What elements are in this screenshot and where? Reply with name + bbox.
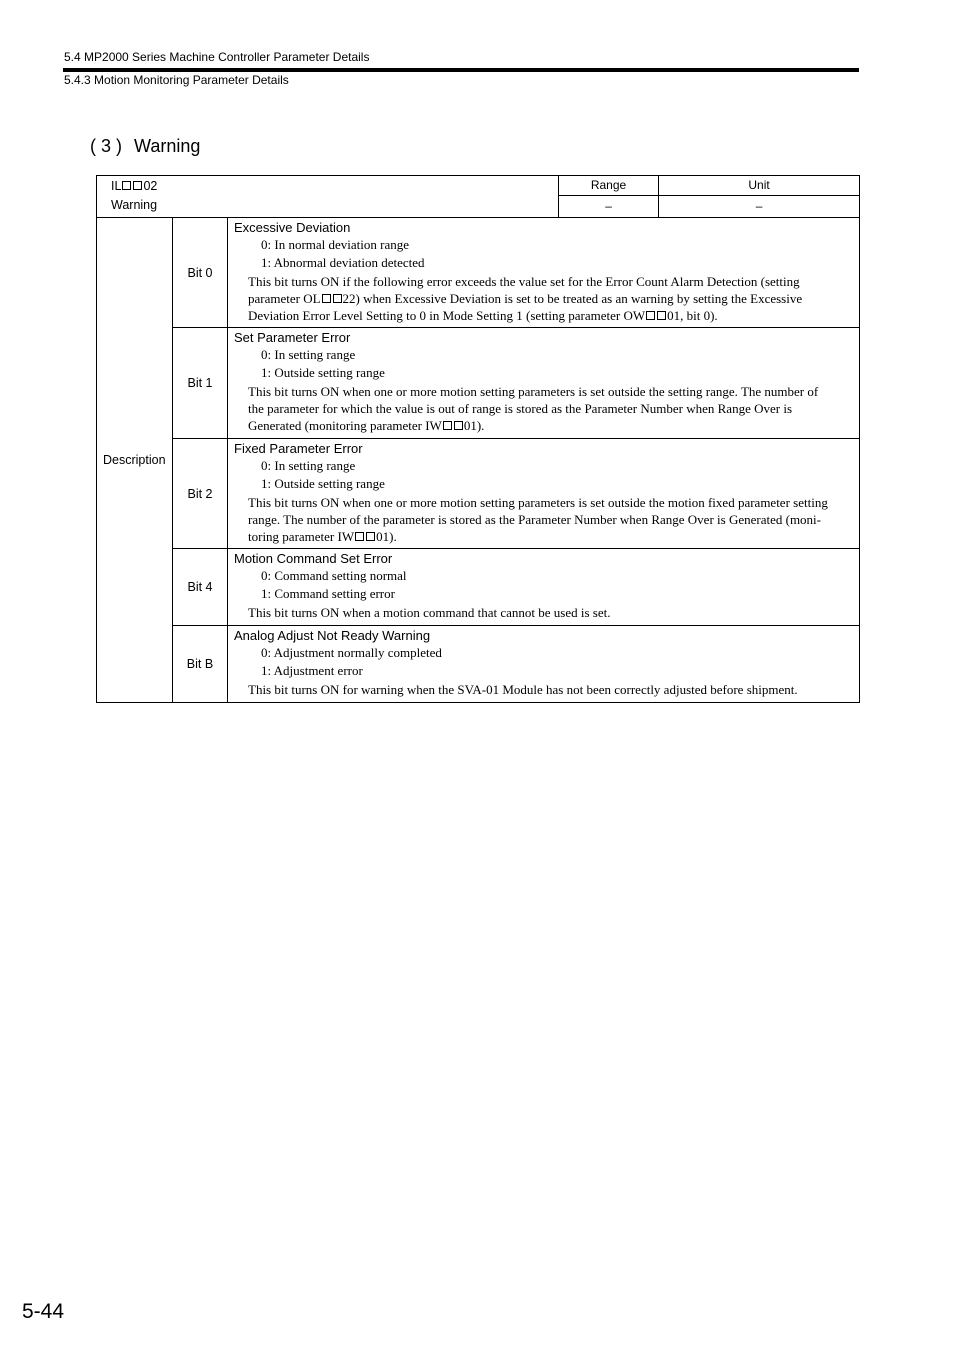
placeholder-box-icon [355, 532, 364, 541]
page-number: 5-44 [22, 1300, 65, 1323]
bit-option-1: 1: Adjustment error [261, 663, 363, 678]
bit-description [228, 439, 860, 549]
bit-title: Set Parameter Error [234, 330, 351, 345]
explanation-line: Deviation Error Level Setting to 0 in Mode Setting 1 (setting parameter OW 01, bit 0). [248, 308, 718, 323]
explanation-line: This bit turns ON for warning when the SVA-01 Module has not been correctly adjusted before shipment. [248, 682, 798, 697]
explanation-line: This bit turns ON when a motion command that cannot be used is set. [248, 605, 611, 620]
placeholder-box-icon [122, 181, 131, 190]
bit-option-0: 0: In normal deviation range [261, 237, 410, 252]
bit-description [228, 218, 860, 328]
range-header: Range [559, 176, 659, 196]
description-label: Description [97, 218, 173, 703]
bit-explanation [234, 273, 853, 324]
section-title [90, 136, 200, 157]
placeholder-box-icon [366, 532, 375, 541]
bit-option-0: 0: Command setting normal [261, 568, 407, 583]
parameter-table [96, 175, 860, 703]
subsection-header: 5.4.3 Motion Monitoring Parameter Details [64, 73, 289, 87]
section-header: 5.4 MP2000 Series Machine Controller Parameter Details [64, 50, 370, 64]
bit-option-0: 0: In setting range [261, 347, 356, 362]
parameter-name-cell [97, 176, 559, 218]
placeholder-box-icon [657, 311, 666, 320]
bit-description [228, 626, 860, 703]
placeholder-box-icon [333, 294, 342, 303]
parameter-name: Warning [111, 198, 158, 212]
bit-description [228, 328, 860, 439]
placeholder-box-icon [322, 294, 331, 303]
explanation-line: the parameter for which the value is out of range is stored as the Parameter Number when Range Over is [248, 401, 793, 416]
explanation-line: This bit turns ON when one or more motion setting parameters is set outside the setting range. The number of [248, 384, 819, 399]
bit-option-0: 0: Adjustment normally completed [261, 645, 442, 660]
placeholder-box-icon [646, 311, 655, 320]
bit-explanation [234, 494, 853, 545]
bit-label: Bit 0 [173, 218, 228, 328]
bit-title: Excessive Deviation [234, 220, 351, 235]
bit-option-1: 1: Abnormal deviation detected [261, 255, 425, 270]
header-rule [63, 68, 859, 72]
bit-label: Bit B [173, 626, 228, 703]
bit-label: Bit 1 [173, 328, 228, 439]
explanation-line: parameter OL 22) when Excessive Deviation is set to be treated as an warning by setting the Excessive [248, 291, 803, 306]
section-title-text: Warning [134, 136, 201, 156]
bit-explanation [234, 681, 853, 698]
section-title-number: ( 3 ) [90, 136, 123, 156]
bit-title: Motion Command Set Error [234, 551, 393, 566]
bit-option-1: 1: Outside setting range [261, 476, 385, 491]
unit-value: – [659, 196, 860, 218]
explanation-line: toring parameter IW 01). [248, 529, 397, 544]
bit-title: Fixed Parameter Error [234, 441, 363, 456]
bit-option-1: 1: Command setting error [261, 586, 395, 601]
explanation-line: This bit turns ON if the following error exceeds the value set for the Error Count Alarm Detection (setting [248, 274, 800, 289]
bit-label: Bit 2 [173, 439, 228, 549]
bit-label: Bit 4 [173, 549, 228, 626]
bit-explanation [234, 604, 853, 621]
range-value: – [559, 196, 659, 218]
placeholder-box-icon [454, 421, 463, 430]
placeholder-box-icon [443, 421, 452, 430]
explanation-line: range. The number of the parameter is stored as the Parameter Number when Range Over is Generated (moni- [248, 512, 821, 527]
explanation-line: This bit turns ON when one or more motion setting parameters is set outside the motion fixed parameter setting [248, 495, 828, 510]
unit-header: Unit [659, 176, 860, 196]
bit-description [228, 549, 860, 626]
placeholder-box-icon [133, 181, 142, 190]
bit-explanation [234, 383, 853, 434]
register-prefix: IL [111, 179, 122, 193]
bit-option-1: 1: Outside setting range [261, 365, 385, 380]
bit-option-0: 0: In setting range [261, 458, 356, 473]
bit-title: Analog Adjust Not Ready Warning [234, 628, 431, 643]
register-suffix: 02 [143, 179, 158, 193]
explanation-line: Generated (monitoring parameter IW 01). [248, 418, 485, 433]
register-id [111, 177, 558, 196]
